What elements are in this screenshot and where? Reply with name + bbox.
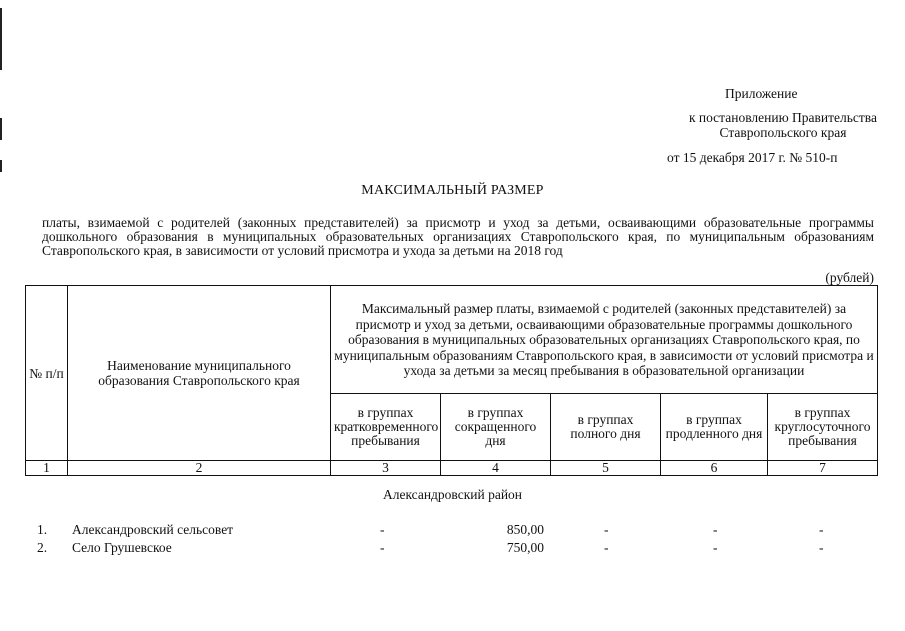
col-number: 3 bbox=[331, 461, 441, 476]
header-extended-day: в группах продленного дня bbox=[661, 394, 768, 461]
col-number: 7 bbox=[768, 461, 878, 476]
page-subtitle: платы, взимаемой с родителей (законных представителей) за присмотр и уход за детьми, осваивающими образовательные программы дошкольного образования в муниципальных образовательных организациях Ставропольского края, по муниципальным образованиям Ставропольского края, в зависимости от условий присмотра и ухода за детьми на 2018 год bbox=[42, 215, 874, 258]
row-num: 1. bbox=[37, 522, 48, 537]
row-name: Александровский сельсовет bbox=[72, 522, 234, 537]
row-short-stay: - bbox=[380, 522, 385, 537]
row-extended-day: - bbox=[713, 522, 718, 537]
header-round-clock: в группах круглосуточного пребывания bbox=[768, 394, 878, 461]
header-full-day: в группах полного дня bbox=[551, 394, 661, 461]
row-extended-day: - bbox=[713, 540, 718, 555]
col-number: 4 bbox=[441, 461, 551, 476]
header-short-stay: в группах кратковременного пребывания bbox=[331, 394, 441, 461]
row-num: 2. bbox=[37, 540, 48, 555]
header-num: № п/п bbox=[26, 286, 68, 461]
row-full-day: - bbox=[604, 522, 609, 537]
row-short-stay: - bbox=[380, 540, 385, 555]
header-reduced-day: в группах сокращенного дня bbox=[441, 394, 551, 461]
margin-mark bbox=[0, 8, 2, 70]
appendix-line-1: Приложение bbox=[725, 86, 798, 101]
row-name: Село Грушевское bbox=[72, 540, 172, 555]
margin-mark bbox=[0, 118, 2, 140]
header-group: Максимальный размер платы, взимаемой с родителей (законных представителей) за присмотр и уход за детьми, осваивающими образовательные программы дошкольного образования в муниципальных образовательных организациях Ставропольского края, по муниципальным образованиям Ставропольского края, в зависимости от условий присмотра и ухода за детьми за месяц пребывания в образовательной организации bbox=[331, 286, 878, 394]
appendix-date: от 15 декабря 2017 г. № 510-п bbox=[667, 150, 838, 165]
table-row bbox=[0, 540, 905, 556]
margin-mark bbox=[0, 160, 2, 172]
row-full-day: - bbox=[604, 540, 609, 555]
col-number: 2 bbox=[68, 461, 331, 476]
appendix-block bbox=[689, 110, 877, 140]
page-title: МАКСИМАЛЬНЫЙ РАЗМЕР bbox=[361, 183, 544, 198]
appendix-line-2: к постановлению Правительства bbox=[688, 110, 877, 125]
col-number: 6 bbox=[661, 461, 768, 476]
units-label: (рублей) bbox=[825, 270, 874, 285]
row-reduced-day: 850,00 bbox=[506, 522, 544, 537]
header-name: Наименование муниципального образования Ставропольского края bbox=[68, 286, 331, 461]
col-number: 1 bbox=[26, 461, 68, 476]
table-row bbox=[0, 522, 905, 538]
row-round-clock: - bbox=[819, 540, 824, 555]
row-reduced-day: 750,00 bbox=[506, 540, 544, 555]
row-round-clock: - bbox=[819, 522, 824, 537]
appendix-line-3: Ставропольского края bbox=[719, 125, 847, 140]
fee-table bbox=[25, 285, 878, 476]
col-number: 5 bbox=[551, 461, 661, 476]
region-heading: Александровский район bbox=[382, 487, 523, 502]
